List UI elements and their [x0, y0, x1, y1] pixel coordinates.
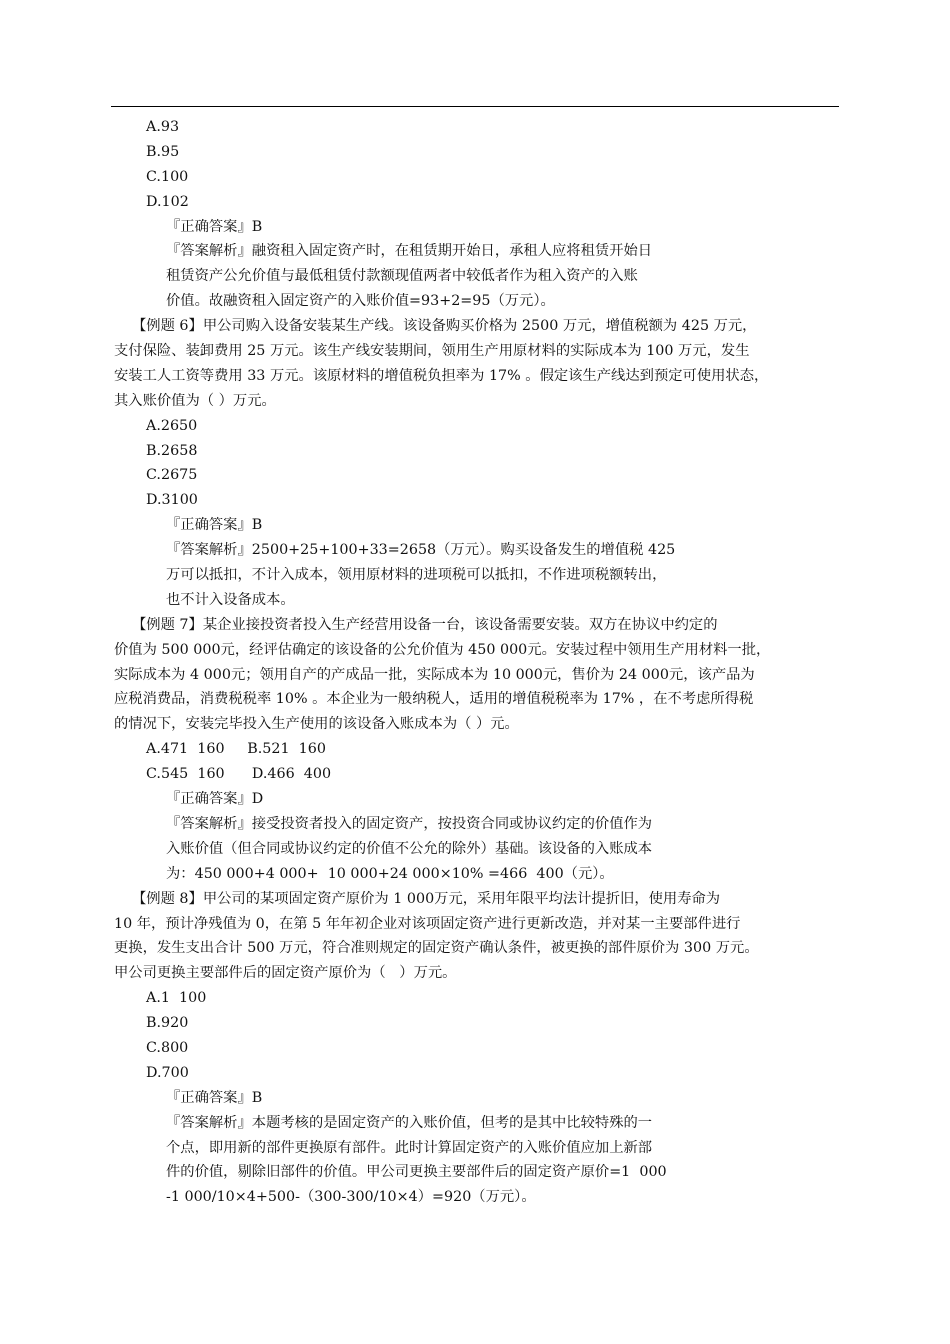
- header-rule: [111, 106, 839, 107]
- answer-explanation: 『答案解析』融资租入固定资产时，在租赁期开始日，承租人应将租赁开始日: [166, 243, 653, 260]
- correct-answer: 『正确答案』D: [166, 791, 264, 808]
- option-line: A.2650: [146, 417, 198, 434]
- answer-explanation-cont: 入账价值（但合同或协议约定的价值不公允的除外）基础。该设备的入账成本: [166, 840, 653, 857]
- option-line: D.700: [146, 1064, 189, 1081]
- question-stem-cont: 其入账价值为（ ）万元。: [114, 392, 276, 409]
- question-stem-cont: 安装工人工资等费用 33 万元。该原材料的增值税负担率为 17% 。假定该生产线达到预定可使用状态，: [114, 367, 769, 384]
- option-line: C.2675: [146, 467, 198, 484]
- question-stem-cont: 价值为 500 000元，经评估确定的该设备的公允价值为 450 000元。安装过程中领用生产用材料一批，: [114, 641, 771, 658]
- answer-explanation-cont: -1 000/10×4+500-（300-300/10×4）=920（万元）。: [166, 1189, 536, 1206]
- answer-explanation: 『答案解析』2500+25+100+33=2658（万元）。购买设备发生的增值税 425: [166, 542, 676, 559]
- question-stem: 【例题 8】甲公司的某项固定资产原价为 1 000万元，采用年限平均法计提折旧，使用寿命为: [132, 890, 721, 907]
- answer-explanation-cont: 个点，即用新的部件更换原有部件。此时计算固定资产的入账价值应加上新部: [166, 1139, 653, 1156]
- option-line: C.100: [146, 168, 189, 185]
- question-stem-cont: 甲公司更换主要部件后的固定资产原价为（ ）万元。: [114, 965, 457, 982]
- option-line: C.800: [146, 1039, 189, 1056]
- option-line: A.1 100: [146, 990, 207, 1007]
- question-stem-cont: 10 年，预计净残值为 0，在第 5 年年初企业对该项固定资产进行更新改造，并对某一主要部件进行: [114, 915, 741, 932]
- answer-explanation-cont: 价值。故融资租入固定资产的入账价值=93+2=95（万元）。: [166, 293, 555, 310]
- answer-explanation-cont: 万可以抵扣，不计入成本，领用原材料的进项税可以抵扣，不作进项税额转出，: [166, 567, 667, 584]
- correct-answer: 『正确答案』B: [166, 517, 263, 534]
- option-line: D.102: [146, 193, 189, 210]
- option-line: B.95: [146, 143, 180, 160]
- answer-explanation-cont: 租赁资产公允价值与最低租赁付款额现值两者中较低者作为租入资产的入账: [166, 268, 638, 285]
- option-line: A.471 160 B.521 160: [146, 741, 326, 758]
- question-stem-cont: 更换，发生支出合计 500 万元，符合准则规定的固定资产确认条件，被更换的部件原价为 300 万元。: [114, 940, 759, 957]
- question-stem-cont: 的情况下，安装完毕投入生产使用的该设备入账成本为（ ）元。: [114, 716, 519, 733]
- question-stem-cont: 实际成本为 4 000元；领用自产的产成品一批，实际成本为 10 000元，售价为 24 000元，该产品为: [114, 666, 755, 683]
- question-stem-cont: 支付保险、装卸费用 25 万元。该生产线安装期间，领用生产用原材料的实际成本为 100 万元，发生: [114, 343, 750, 360]
- answer-explanation-cont: 为：450 000+4 000+ 10 000+24 000×10% =466 400（元）。: [166, 865, 614, 882]
- answer-explanation-cont: 也不计入设备成本。: [166, 591, 295, 608]
- option-line: B.2658: [146, 442, 198, 459]
- question-stem-cont: 应税消费品，消费税税率 10% 。本企业为一般纳税人，适用的增值税税率为 17% ，在不考虑所得税: [114, 691, 754, 708]
- question-stem: 【例题 6】甲公司购入设备安装某生产线。该设备购买价格为 2500 万元，增值税额为 425 万元，: [132, 318, 757, 335]
- option-line: D.3100: [146, 492, 198, 509]
- option-line: B.920: [146, 1015, 189, 1032]
- answer-explanation: 『答案解析』接受投资者投入的固定资产，按投资合同或协议约定的价值作为: [166, 815, 653, 832]
- answer-explanation-cont: 件的价值，剔除旧部件的价值。甲公司更换主要部件后的固定资产原价=1 000: [166, 1164, 667, 1181]
- correct-answer: 『正确答案』B: [166, 218, 263, 235]
- answer-explanation: 『答案解析』本题考核的是固定资产的入账价值，但考的是其中比较特殊的一: [166, 1114, 653, 1131]
- option-line: C.545 160 D.466 400: [146, 766, 332, 783]
- question-stem: 【例题 7】某企业接投资者投入生产经营用设备一台，该设备需要安装。双方在协议中约定的: [132, 616, 718, 633]
- option-line: A.93: [146, 119, 180, 135]
- correct-answer: 『正确答案』B: [166, 1089, 263, 1106]
- document-body: [114, 115, 842, 1210]
